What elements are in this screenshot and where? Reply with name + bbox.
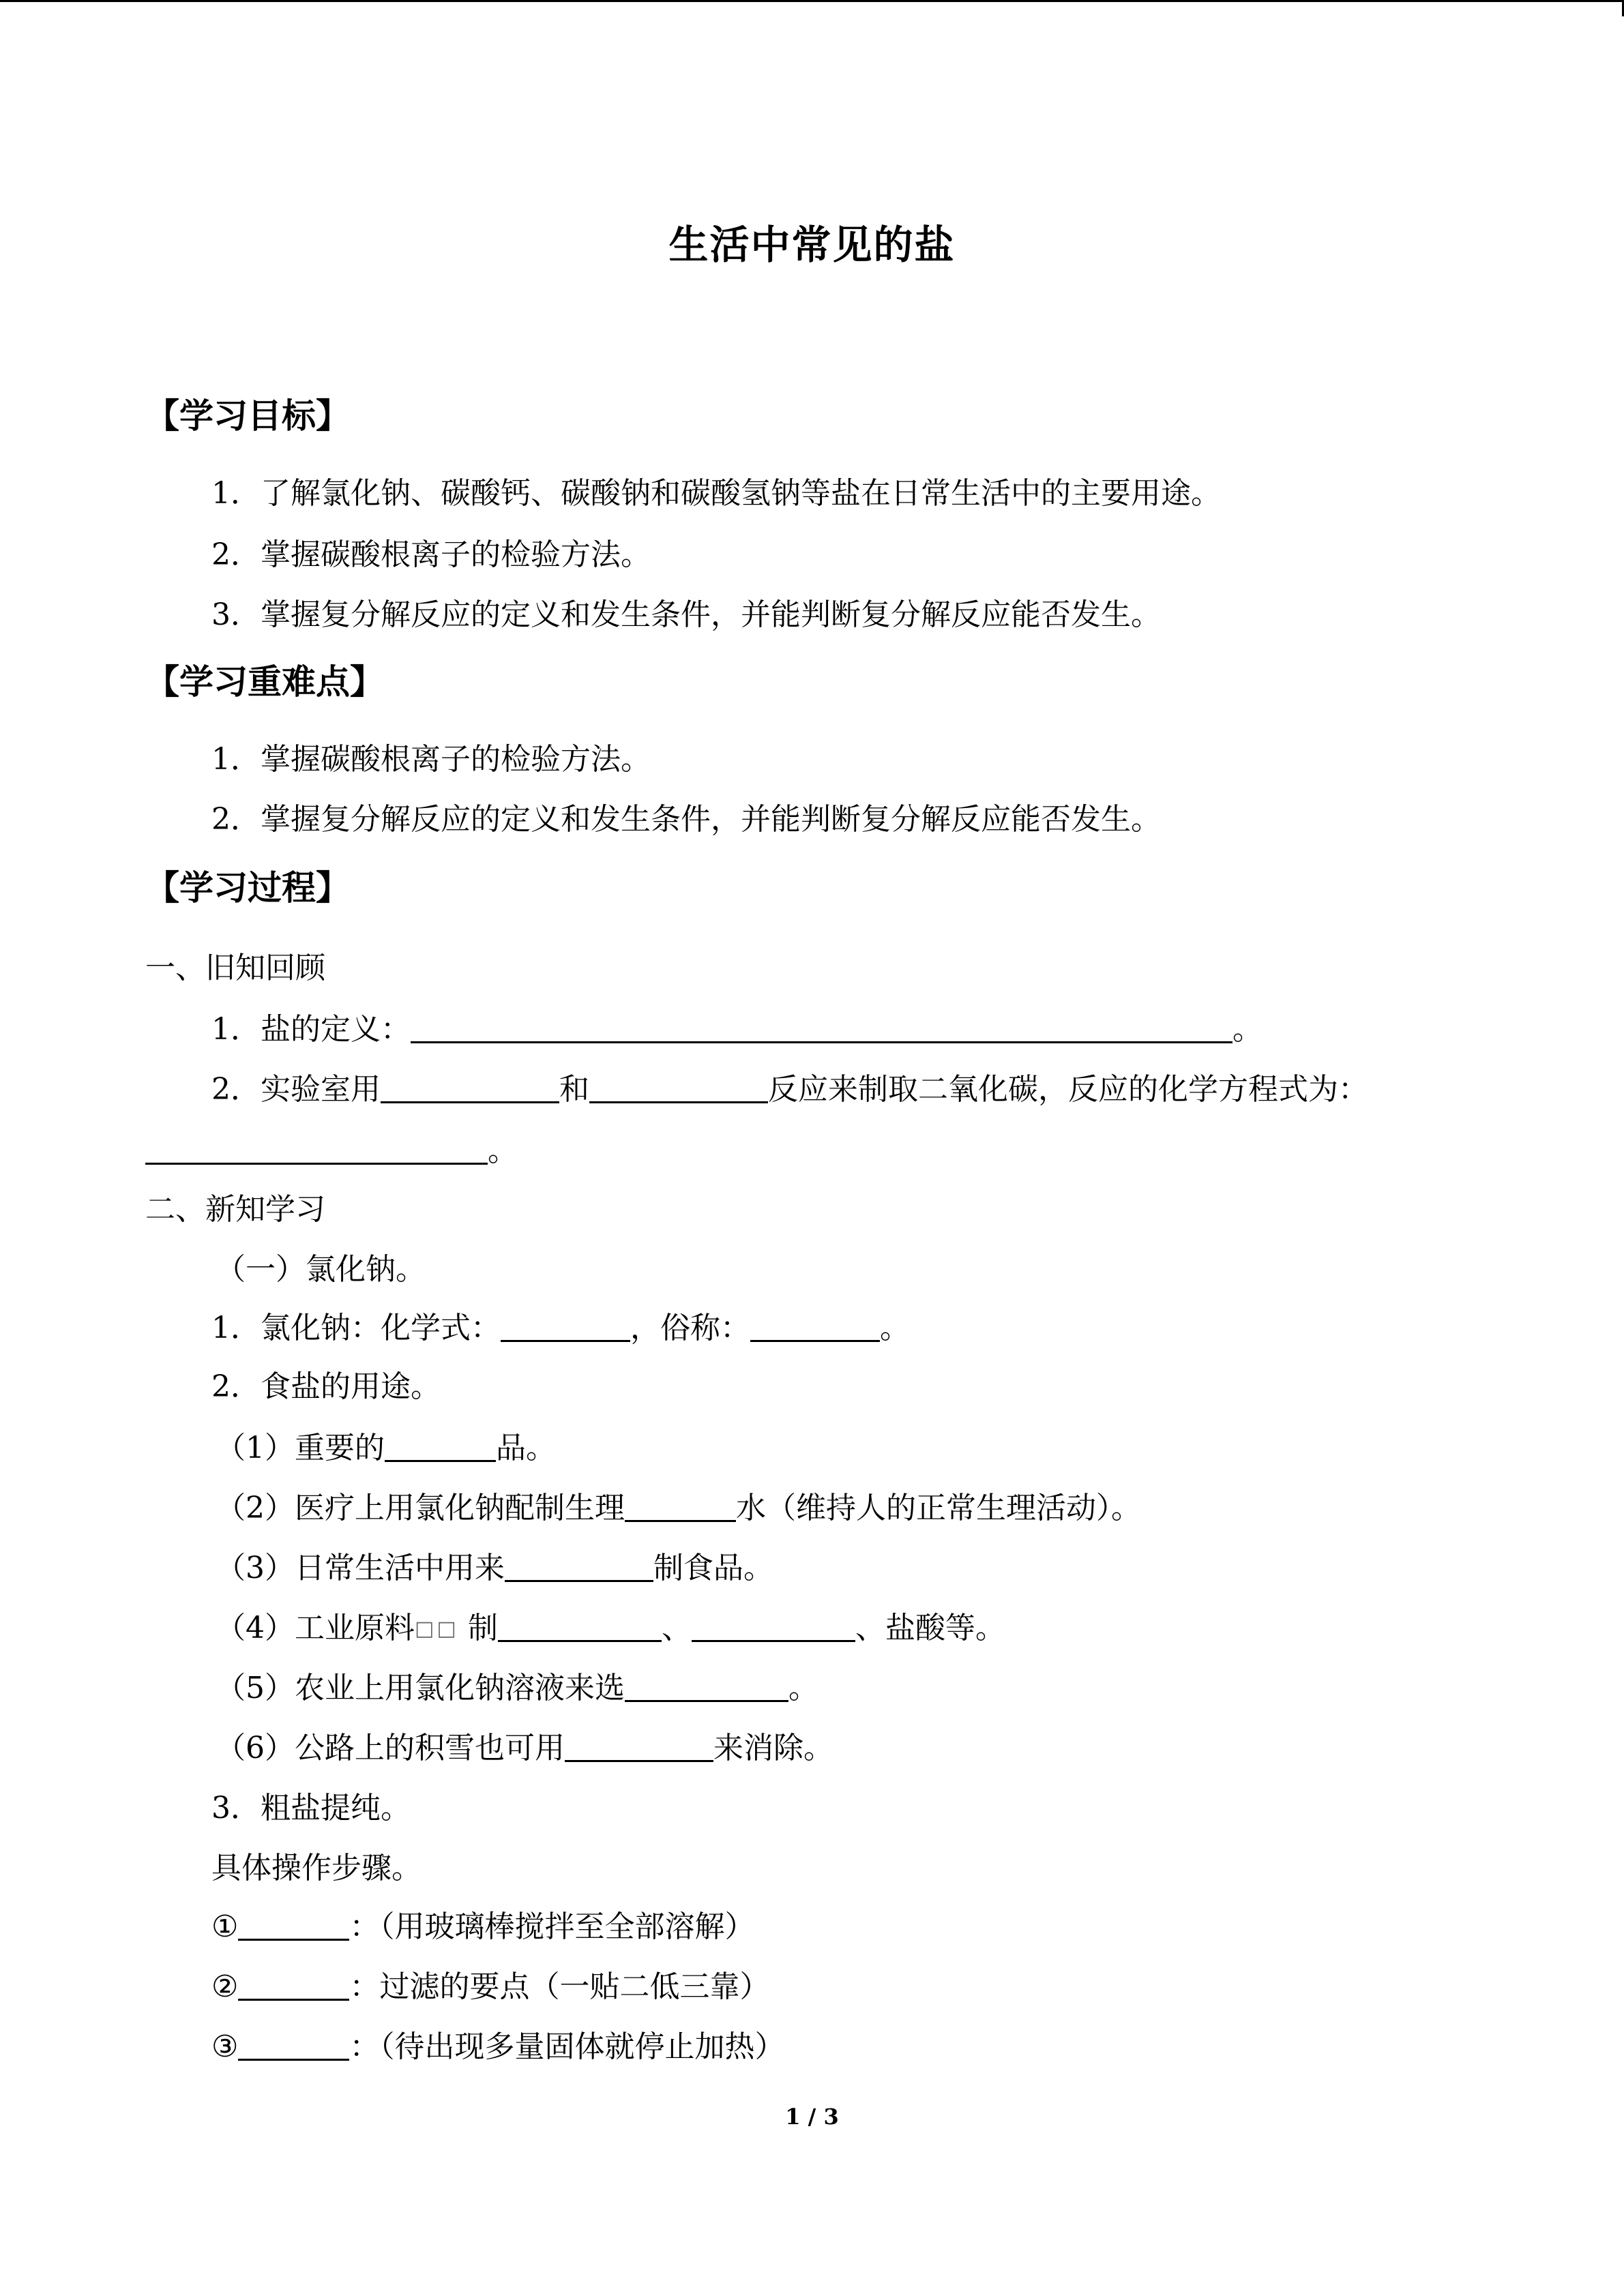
use2-label: （2）医疗上用氯化钠配制生理 [216, 1491, 625, 1525]
step-2 [211, 1967, 769, 2008]
use6-label: （6）公路上的积雪也可用 [216, 1731, 565, 1765]
nacl-common-name-blank[interactable] [750, 1310, 880, 1342]
use4-sep: 、 [662, 1611, 692, 1645]
reactant-1-blank[interactable] [381, 1071, 559, 1103]
step-1 [211, 1907, 754, 1948]
step2-mark: ② [211, 1969, 239, 2004]
page-number: 1 / 3 [785, 2104, 839, 2130]
use4-mid: 制 [468, 1611, 498, 1645]
use-item-6 [216, 1728, 833, 1769]
use3-end: 制食品。 [653, 1551, 773, 1585]
use-item-2 [216, 1488, 1141, 1529]
new-learning-title: 二、新知学习 [145, 1192, 325, 1227]
use4-end: 、盐酸等。 [855, 1611, 1005, 1645]
step1-mark: ① [211, 1909, 239, 1944]
review-title: 一、旧知回顾 [145, 951, 325, 985]
steps-title: 具体操作步骤。 [211, 1851, 422, 1885]
use-item-4 [216, 1608, 1005, 1650]
use1-end: 品。 [496, 1431, 556, 1465]
lab-co2-and: 和 [559, 1072, 589, 1107]
step3-mark: ③ [211, 2029, 239, 2064]
reactant-2-blank[interactable] [589, 1071, 768, 1103]
step3-blank[interactable] [238, 2029, 349, 2061]
lab-co2-rest: 反应来制取二氧化碳，反应的化学方程式为： [768, 1072, 1368, 1107]
nacl-subtitle: （一）氯化钠。 [216, 1252, 426, 1287]
use2-end: 水（维持人的正常生理活动）。 [736, 1491, 1141, 1525]
goal-item-2: 2．掌握碳酸根离子的检验方法。 [211, 537, 651, 572]
use-item-1 [216, 1428, 556, 1469]
use5-blank[interactable] [625, 1670, 788, 1702]
step2-text: ：过滤的要点（一贴二低三靠） [349, 1969, 770, 2004]
use3-blank[interactable] [505, 1550, 653, 1582]
step1-blank[interactable] [238, 1909, 349, 1941]
use2-blank[interactable] [625, 1490, 736, 1522]
equation-line [145, 1131, 518, 1172]
goal-item-3: 3．掌握复分解反应的定义和发生条件，并能判断复分解反应能否发生。 [211, 597, 1161, 632]
use4-blank-1[interactable] [498, 1610, 662, 1642]
nacl-common-name-label: ，俗称： [630, 1311, 750, 1345]
process-heading: 【学习过程】 [145, 868, 350, 908]
use5-end: 。 [788, 1671, 818, 1705]
equation-end: 。 [488, 1133, 518, 1168]
nacl-formula-blank[interactable] [501, 1310, 630, 1342]
equation-blank[interactable] [145, 1133, 488, 1165]
key-point-item-1: 1．掌握碳酸根离子的检验方法。 [211, 742, 651, 777]
goals-heading: 【学习目标】 [145, 396, 350, 436]
use1-label: （1）重要的 [216, 1431, 385, 1465]
purify-title: 3．粗盐提纯。 [211, 1791, 411, 1825]
placeholder-boxes: □□ [415, 1617, 459, 1641]
step-3 [211, 2027, 784, 2068]
step3-text: ：（待出现多量固体就停止加热） [349, 2029, 785, 2064]
nacl-formula-label: 1．氯化钠：化学式： [211, 1311, 501, 1345]
nacl-formula-line [211, 1308, 910, 1349]
key-point-item-2: 2．掌握复分解反应的定义和发生条件，并能判断复分解反应能否发生。 [211, 802, 1161, 837]
use3-label: （3）日常生活中用来 [216, 1551, 505, 1585]
page-top-border [0, 0, 1624, 2]
nacl-formula-end: 。 [880, 1311, 910, 1345]
use6-end: 来消除。 [713, 1731, 833, 1765]
salt-definition-end: 。 [1232, 1012, 1263, 1047]
salt-definition-line [211, 1009, 1263, 1050]
salt-definition-label: 1．盐的定义： [211, 1012, 411, 1047]
page-title: 生活中常见的盐 [668, 222, 956, 268]
uses-title: 2．食盐的用途。 [211, 1369, 441, 1404]
key-points-heading: 【学习重难点】 [145, 662, 384, 702]
use5-label: （5）农业上用氯化钠溶液来选 [216, 1671, 625, 1705]
use4-label: （4）工业原料 [216, 1611, 415, 1645]
lab-co2-line [211, 1069, 1368, 1110]
use-item-3 [216, 1548, 773, 1589]
step1-text: ：（用玻璃棒搅拌至全部溶解） [349, 1909, 755, 1944]
use1-blank[interactable] [385, 1430, 496, 1462]
use4-blank-2[interactable] [692, 1610, 855, 1642]
lab-co2-label: 2．实验室用 [211, 1072, 381, 1107]
goal-item-1: 1．了解氯化钠、碳酸钙、碳酸钠和碳酸氢钠等盐在日常生活中的主要用途。 [211, 476, 1221, 511]
use-item-5 [216, 1668, 818, 1709]
step2-blank[interactable] [238, 1969, 349, 2001]
use6-blank[interactable] [565, 1730, 713, 1762]
salt-definition-blank[interactable] [411, 1011, 1232, 1043]
